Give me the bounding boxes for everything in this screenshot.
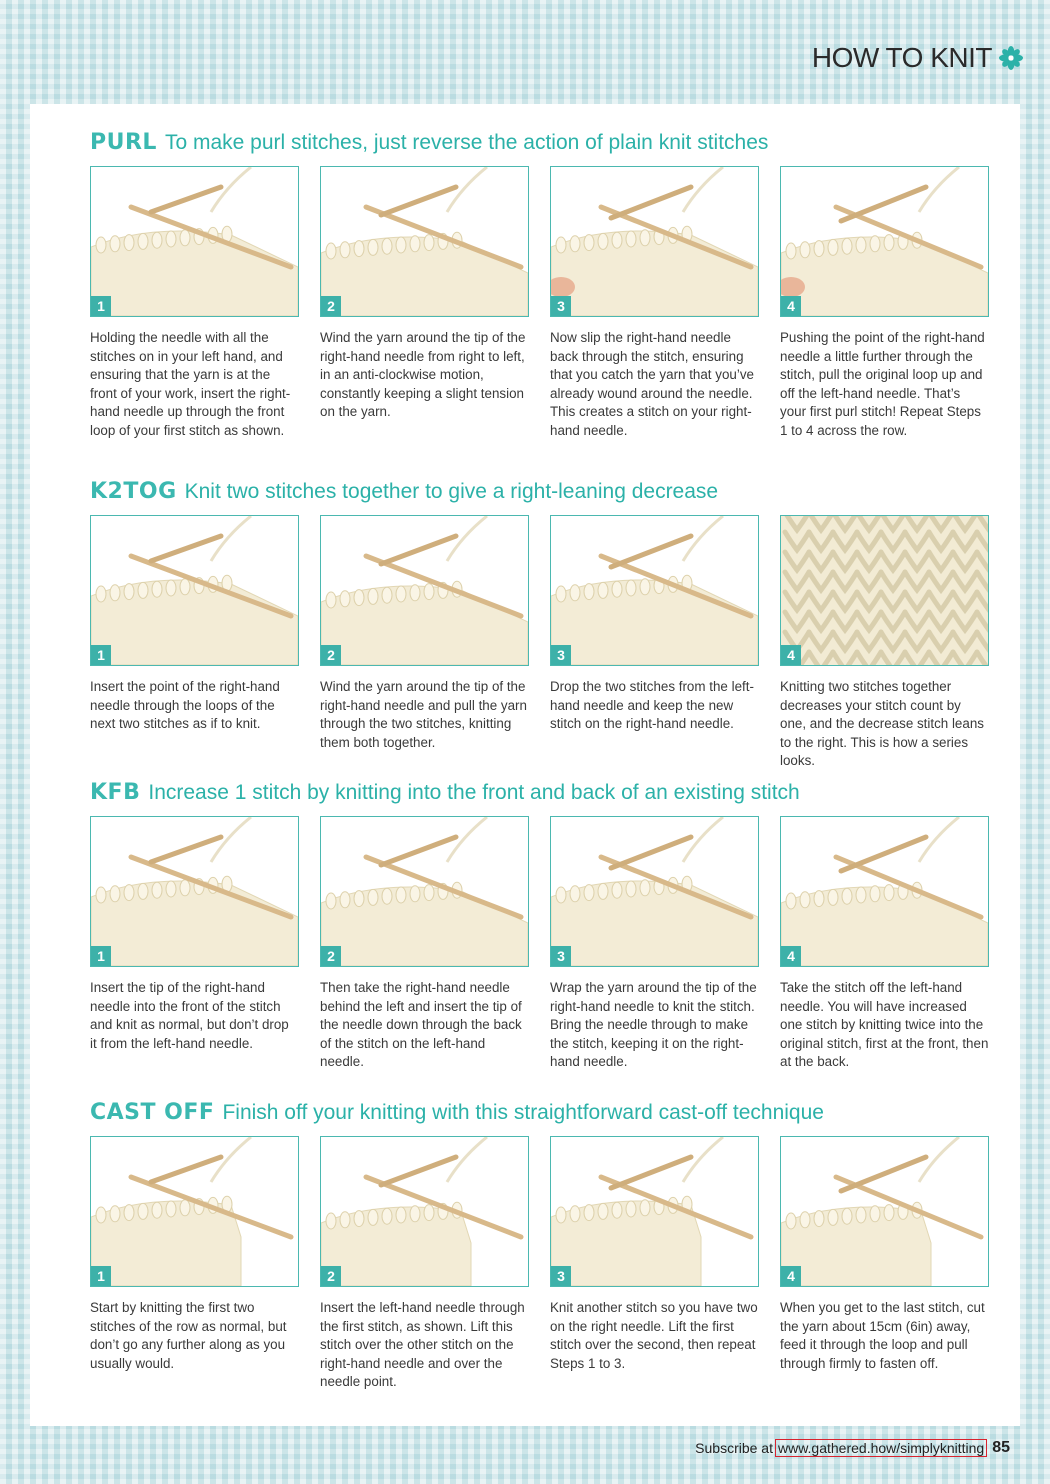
step-number-badge: 3	[551, 946, 571, 966]
step-photo	[320, 515, 529, 666]
step-photo	[320, 816, 529, 967]
photo-row	[90, 515, 992, 666]
step-caption: Pushing the point of the right-hand needle a little further through the stitch, pull the original loop up and off the left-hand needle. That’s your first purl stitch! Repeat Steps 1 to 4 across the row.	[780, 330, 985, 438]
header-title: HOW TO KNIT	[811, 42, 992, 73]
step-caption: Holding the needle with all the stitches on in your left hand, and ensuring that the yarn is at the front of your work, insert the right-hand needle up through the front loop of your first stitch as shown.	[90, 330, 291, 438]
page-header	[812, 38, 1024, 78]
section-name: PURL	[90, 130, 157, 155]
knitting-photo	[321, 516, 528, 665]
footer-prefix: Subscribe at	[695, 1440, 773, 1456]
knitting-photo	[321, 167, 528, 316]
page-number: 85	[992, 1439, 1010, 1456]
knitting-photo	[321, 817, 528, 966]
step-number-badge: 1	[91, 946, 111, 966]
knitting-photo	[781, 1137, 988, 1286]
step-photo	[90, 515, 299, 666]
step-caption: Take the stitch off the left-hand needle. You will have increased one stitch by knitting twice into the original stitch, first at the front, then at the back.	[780, 980, 989, 1070]
step-number-badge: 3	[551, 1266, 571, 1286]
footer	[695, 1437, 1010, 1459]
step-number-badge: 4	[781, 645, 801, 665]
step-photo	[780, 166, 989, 317]
step-number-badge: 2	[321, 645, 341, 665]
step-photo	[780, 1136, 989, 1287]
step-caption: Insert the point of the right-hand needle through the loops of the next two stitches as if to knit.	[90, 679, 280, 732]
step-photo	[550, 166, 759, 317]
step-caption: Wrap the yarn around the tip of the right-hand needle to knit the stitch. Bring the needle through to make the stitch, keeping it on the right-hand needle.	[550, 980, 757, 1070]
section-name: KFB	[90, 780, 141, 805]
step-caption: Then take the right-hand needle behind the left and insert the tip of the needle down through the back of the stitch on the left-hand needle.	[320, 980, 522, 1070]
step-number-badge: 4	[781, 296, 801, 316]
knitting-photo	[91, 167, 298, 316]
step-caption: Start by knitting the first two stitches of the row as normal, but don’t go any further along as you usually would.	[90, 1300, 287, 1371]
step-caption: Insert the tip of the right-hand needle into the front of the stitch and knit as normal, but don’t drop it from the left-hand needle.	[90, 980, 289, 1051]
photo-row	[90, 816, 992, 967]
section-title	[90, 780, 992, 810]
step-number-badge: 3	[551, 645, 571, 665]
knitting-photo	[551, 1137, 758, 1286]
step-caption: When you get to the last stitch, cut the yarn about 15cm (6in) away, feed it through the loop and pull through firmly to fasten off.	[780, 1300, 985, 1371]
step-number-badge: 4	[781, 1266, 801, 1286]
section-subtitle: To make purl stitches, just reverse the action of plain knit stitches	[164, 131, 769, 154]
knitting-photo	[551, 516, 758, 665]
step-number-badge: 1	[91, 296, 111, 316]
step-caption: Knit another stitch so you have two on the right needle. Lift the first stitch over the second, then repeat Steps 1 to 3.	[550, 1300, 758, 1371]
step-photo	[550, 816, 759, 967]
knitting-photo	[781, 516, 988, 665]
caption-row	[90, 678, 992, 771]
caption-row	[90, 979, 992, 1072]
step-number-badge: 4	[781, 946, 801, 966]
section-subtitle: Increase 1 stitch by knitting into the front and back of an existing stitch	[148, 781, 800, 804]
section-name: CAST OFF	[90, 1100, 215, 1125]
section-title	[90, 1100, 992, 1130]
step-photo	[90, 166, 299, 317]
knitting-photo	[551, 817, 758, 966]
photo-row	[90, 1136, 992, 1287]
knitting-photo	[91, 1137, 298, 1286]
knitting-photo	[91, 817, 298, 966]
step-photo	[90, 1136, 299, 1287]
step-number-badge: 1	[91, 645, 111, 665]
section-name: K2TOG	[90, 479, 177, 504]
step-caption: Insert the left-hand needle through the first stitch, as shown. Lift this stitch over the other stitch on the right-hand needle and over the needle point.	[320, 1300, 525, 1390]
step-photo	[780, 816, 989, 967]
section-cast-off	[90, 1100, 992, 1392]
step-caption: Wind the yarn around the tip of the right-hand needle and pull the yarn through the two stitches, knitting them both together.	[320, 679, 527, 750]
step-number-badge: 3	[551, 296, 571, 316]
step-number-badge: 2	[321, 1266, 341, 1286]
step-photo	[550, 515, 759, 666]
subscribe-link[interactable]: www.gathered.how/simplyknitting	[775, 1439, 987, 1457]
knitting-photo	[551, 167, 758, 316]
step-photo	[320, 1136, 529, 1287]
knitting-photo	[781, 817, 988, 966]
knitting-photo	[91, 516, 298, 665]
section-title	[90, 130, 992, 160]
photo-row	[90, 166, 992, 317]
flower-icon	[998, 45, 1024, 71]
step-photo	[90, 816, 299, 967]
section-kfb	[90, 780, 992, 1072]
step-number-badge: 1	[91, 1266, 111, 1286]
caption-row	[90, 1299, 992, 1392]
section-subtitle: Finish off your knitting with this straightforward cast-off technique	[222, 1101, 824, 1124]
step-number-badge: 2	[321, 296, 341, 316]
step-photo	[320, 166, 529, 317]
caption-row	[90, 329, 992, 441]
knitting-photo	[781, 167, 988, 316]
step-number-badge: 2	[321, 946, 341, 966]
section-k2tog	[90, 479, 992, 771]
step-caption: Knitting two stitches together decreases your stitch count by one, and the decrease stitch leans to the right. This is how a series looks.	[780, 679, 984, 769]
step-photo	[780, 515, 989, 666]
section-purl	[90, 130, 992, 441]
step-caption: Now slip the right-hand needle back through the stitch, ensuring that you catch the yarn that you’ve already wound around the needle. This creates a stitch on your right-hand needle.	[550, 330, 754, 438]
step-caption: Drop the two stitches from the left-hand needle and keep the new stitch on the right-hand needle.	[550, 679, 754, 732]
section-title	[90, 479, 992, 509]
section-subtitle: Knit two stitches together to give a right-leaning decrease	[184, 480, 719, 503]
step-photo	[550, 1136, 759, 1287]
knitting-photo	[321, 1137, 528, 1286]
step-caption: Wind the yarn around the tip of the right-hand needle from right to left, in an anti-clockwise motion, constantly keeping a slight tension on the yarn.	[320, 330, 526, 420]
